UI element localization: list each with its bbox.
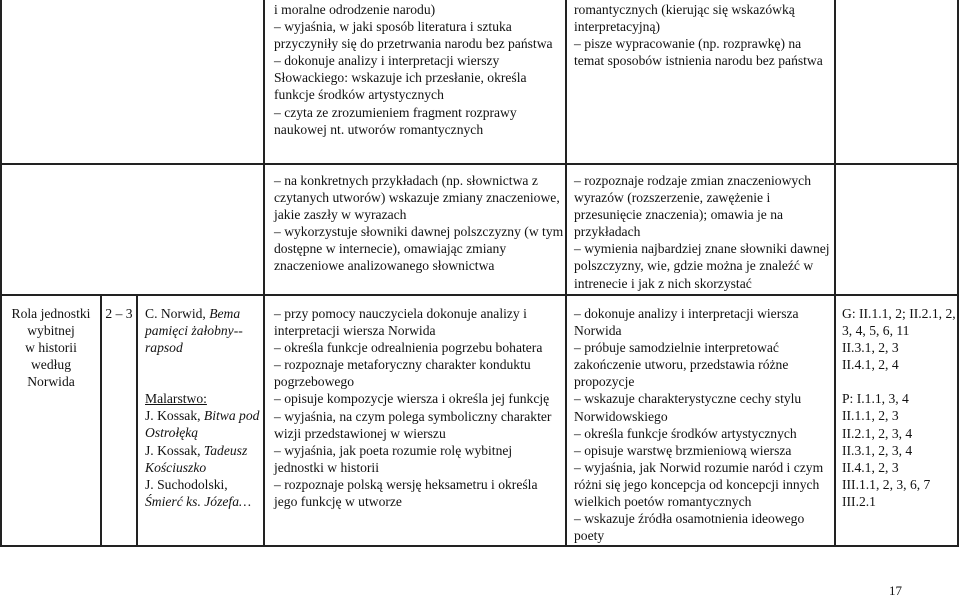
- code-line: II.4.1, 2, 4: [842, 357, 899, 373]
- table-border-right: [957, 0, 959, 546]
- page-number: 17: [889, 583, 902, 598]
- text-title-italic: Bema pamięci żałobny--rapsod: [145, 306, 243, 356]
- text-title: [145, 305, 261, 356]
- code-line: II.4.1, 2, 3: [842, 459, 899, 475]
- artwork-author: J. Kossak,: [145, 408, 201, 424]
- topic-line: wybitnej: [27, 323, 75, 339]
- row3-req-line: – wskazuje charakterystyczne cechy stylu Norwidowskiego: [574, 391, 802, 424]
- hours-value: 2 – 3: [105, 306, 133, 321]
- table-border-bottom: [0, 545, 959, 547]
- code-line: III.1.1, 2, 3, 6, 7: [842, 476, 931, 492]
- column-divider-content: [565, 0, 567, 546]
- row-divider-1: [0, 163, 959, 165]
- topic-cell: [2, 305, 100, 390]
- row1-content-cell: [274, 1, 554, 138]
- row3-requirements-cell: [574, 305, 832, 544]
- row3-req-line: – próbuje samodzielnie interpretować zakończenie utworu, przedstawia różne propozycje: [574, 340, 789, 390]
- artwork-author: J. Kossak,: [145, 442, 201, 458]
- row3-req-line: – dokonuje analizy i interpretacji wiersza Norwida: [574, 306, 799, 339]
- row3-req-line: – opisuje warstwę brzmieniową wiersza: [574, 442, 792, 458]
- row3-content-line: – wyjaśnia, jak poeta rozumie rolę wybitnej jednostki w historii: [274, 442, 513, 475]
- artwork-author: J. Suchodolski,: [145, 476, 228, 492]
- column-divider-texts: [263, 0, 265, 546]
- row1-req-line: – pisze wypracowanie (np. rozprawkę) na temat sposobów istnienia narodu bez państwa: [574, 36, 823, 69]
- row1-req-line: romantycznych (kierując się wskazówką interpretacyjną): [574, 2, 795, 35]
- topic-line: według: [30, 357, 72, 373]
- row3-content-line: – opisuje kompozycje wiersza i określa jej funkcję: [274, 391, 550, 407]
- row3-content-line: – rozpoznaje metaforyczny charakter konduktu pogrzebowego: [274, 357, 531, 390]
- code-line: II.1.1, 2, 3: [842, 408, 899, 424]
- row2-content-cell: [274, 172, 564, 275]
- row1-content-line: i moralne odrodzenie narodu): [274, 2, 436, 17]
- row3-req-line: – określa funkcje środków artystycznych: [574, 425, 797, 441]
- row2-requirements-cell: [574, 172, 832, 292]
- hours-cell: [102, 305, 136, 322]
- row2-req-line: – wymienia najbardziej znane słowniki dawnej polszczyzny, wie, gdzie można je znaleźć w intrenecie i jak z nich skorzystać: [574, 241, 830, 291]
- topic-line: Norwida: [27, 374, 75, 390]
- artwork-title: Tadeusz Kościuszko: [145, 442, 248, 475]
- code-line: II.2.1, 2, 3, 4: [842, 425, 913, 441]
- row3-req-line: – wskazuje źródła osamotnienia ideowego poety: [574, 511, 805, 544]
- code-line: P: I.1.1, 3, 4: [842, 391, 909, 407]
- row3-req-line: – wyjaśnia, jak Norwid rozumie naród i czym różni się jego koncepcja od koncepcji innych wielkich poetów romantycznych: [574, 459, 824, 510]
- artwork-item: [145, 442, 261, 476]
- row3-content-line: – rozpoznaje polską wersję heksametru i określa jego funkcję w utworze: [274, 476, 538, 510]
- row1-requirements-cell: [574, 1, 832, 69]
- row3-content-line: – określa funkcje odrealnienia pogrzebu bohatera: [274, 340, 543, 356]
- row2-content-line: – wykorzystuje słowniki dawnej polszczyzny (w tym dostępne w internecie), omawiając zmiany znaczeniowe analizowanego słownictwa: [274, 224, 564, 274]
- artwork-item: [145, 407, 261, 441]
- column-divider-topic: [100, 294, 102, 546]
- column-divider-requirements: [834, 0, 836, 546]
- row3-content-line: – wyjaśnia, na czym polega symboliczny charakter wizji przedstawionej w wierszu: [274, 408, 552, 441]
- row-divider-2: [0, 294, 959, 296]
- table-border-left: [0, 0, 2, 546]
- code-line: II.3.1, 2, 3: [842, 340, 899, 356]
- column-divider-hours: [136, 294, 138, 546]
- row3-content-line: – przy pomocy nauczyciela dokonuje analizy i interpretacji wiersza Norwida: [274, 306, 527, 339]
- codes-cell: [842, 305, 956, 510]
- artwork-title: Śmierć ks. Józefa…: [145, 493, 252, 509]
- artwork-title: Bitwa pod Ostrołęką: [145, 408, 260, 441]
- text-author: C. Norwid,: [145, 306, 206, 321]
- row1-content-line: – wyjaśnia, w jaki sposób literatura i sztuka przyczyniły się do przetrwania narodu bez państwa: [274, 19, 553, 52]
- row3-content-cell: [274, 305, 564, 510]
- row1-content-line: – dokonuje analizy i interpretacji wierszy Słowackiego: wskazuje ich przesłanie, określa funkcje środków artystycznych: [274, 53, 527, 103]
- topic-line: w historii: [25, 340, 77, 356]
- row1-content-line: – czyta ze zrozumieniem fragment rozprawy naukowej nt. utworów romantycznych: [274, 104, 517, 137]
- art-label: Malarstwo:: [145, 391, 207, 407]
- code-line: G: II.1.1, 2; II.2.1, 2, 3, 4, 5, 6, 11: [842, 306, 956, 339]
- texts-cell: [145, 305, 261, 510]
- artwork-item: [145, 476, 261, 510]
- row2-req-line: – rozpoznaje rodzaje zmian znaczeniowych wyrazów (rozszerzenie, zawężenie i przesunięcie znaczenia); omawia je na przykładach: [574, 173, 812, 240]
- topic-line: Rola jednostki: [11, 306, 91, 321]
- code-line: II.3.1, 2, 3, 4: [842, 442, 913, 458]
- row2-content-line: – na konkretnych przykładach (np. słownictwa z czytanych utworów) wskazuje zmiany znaczeniowe, jakie zaszły w wyrazach: [274, 173, 560, 223]
- code-line: III.2.1: [842, 493, 876, 509]
